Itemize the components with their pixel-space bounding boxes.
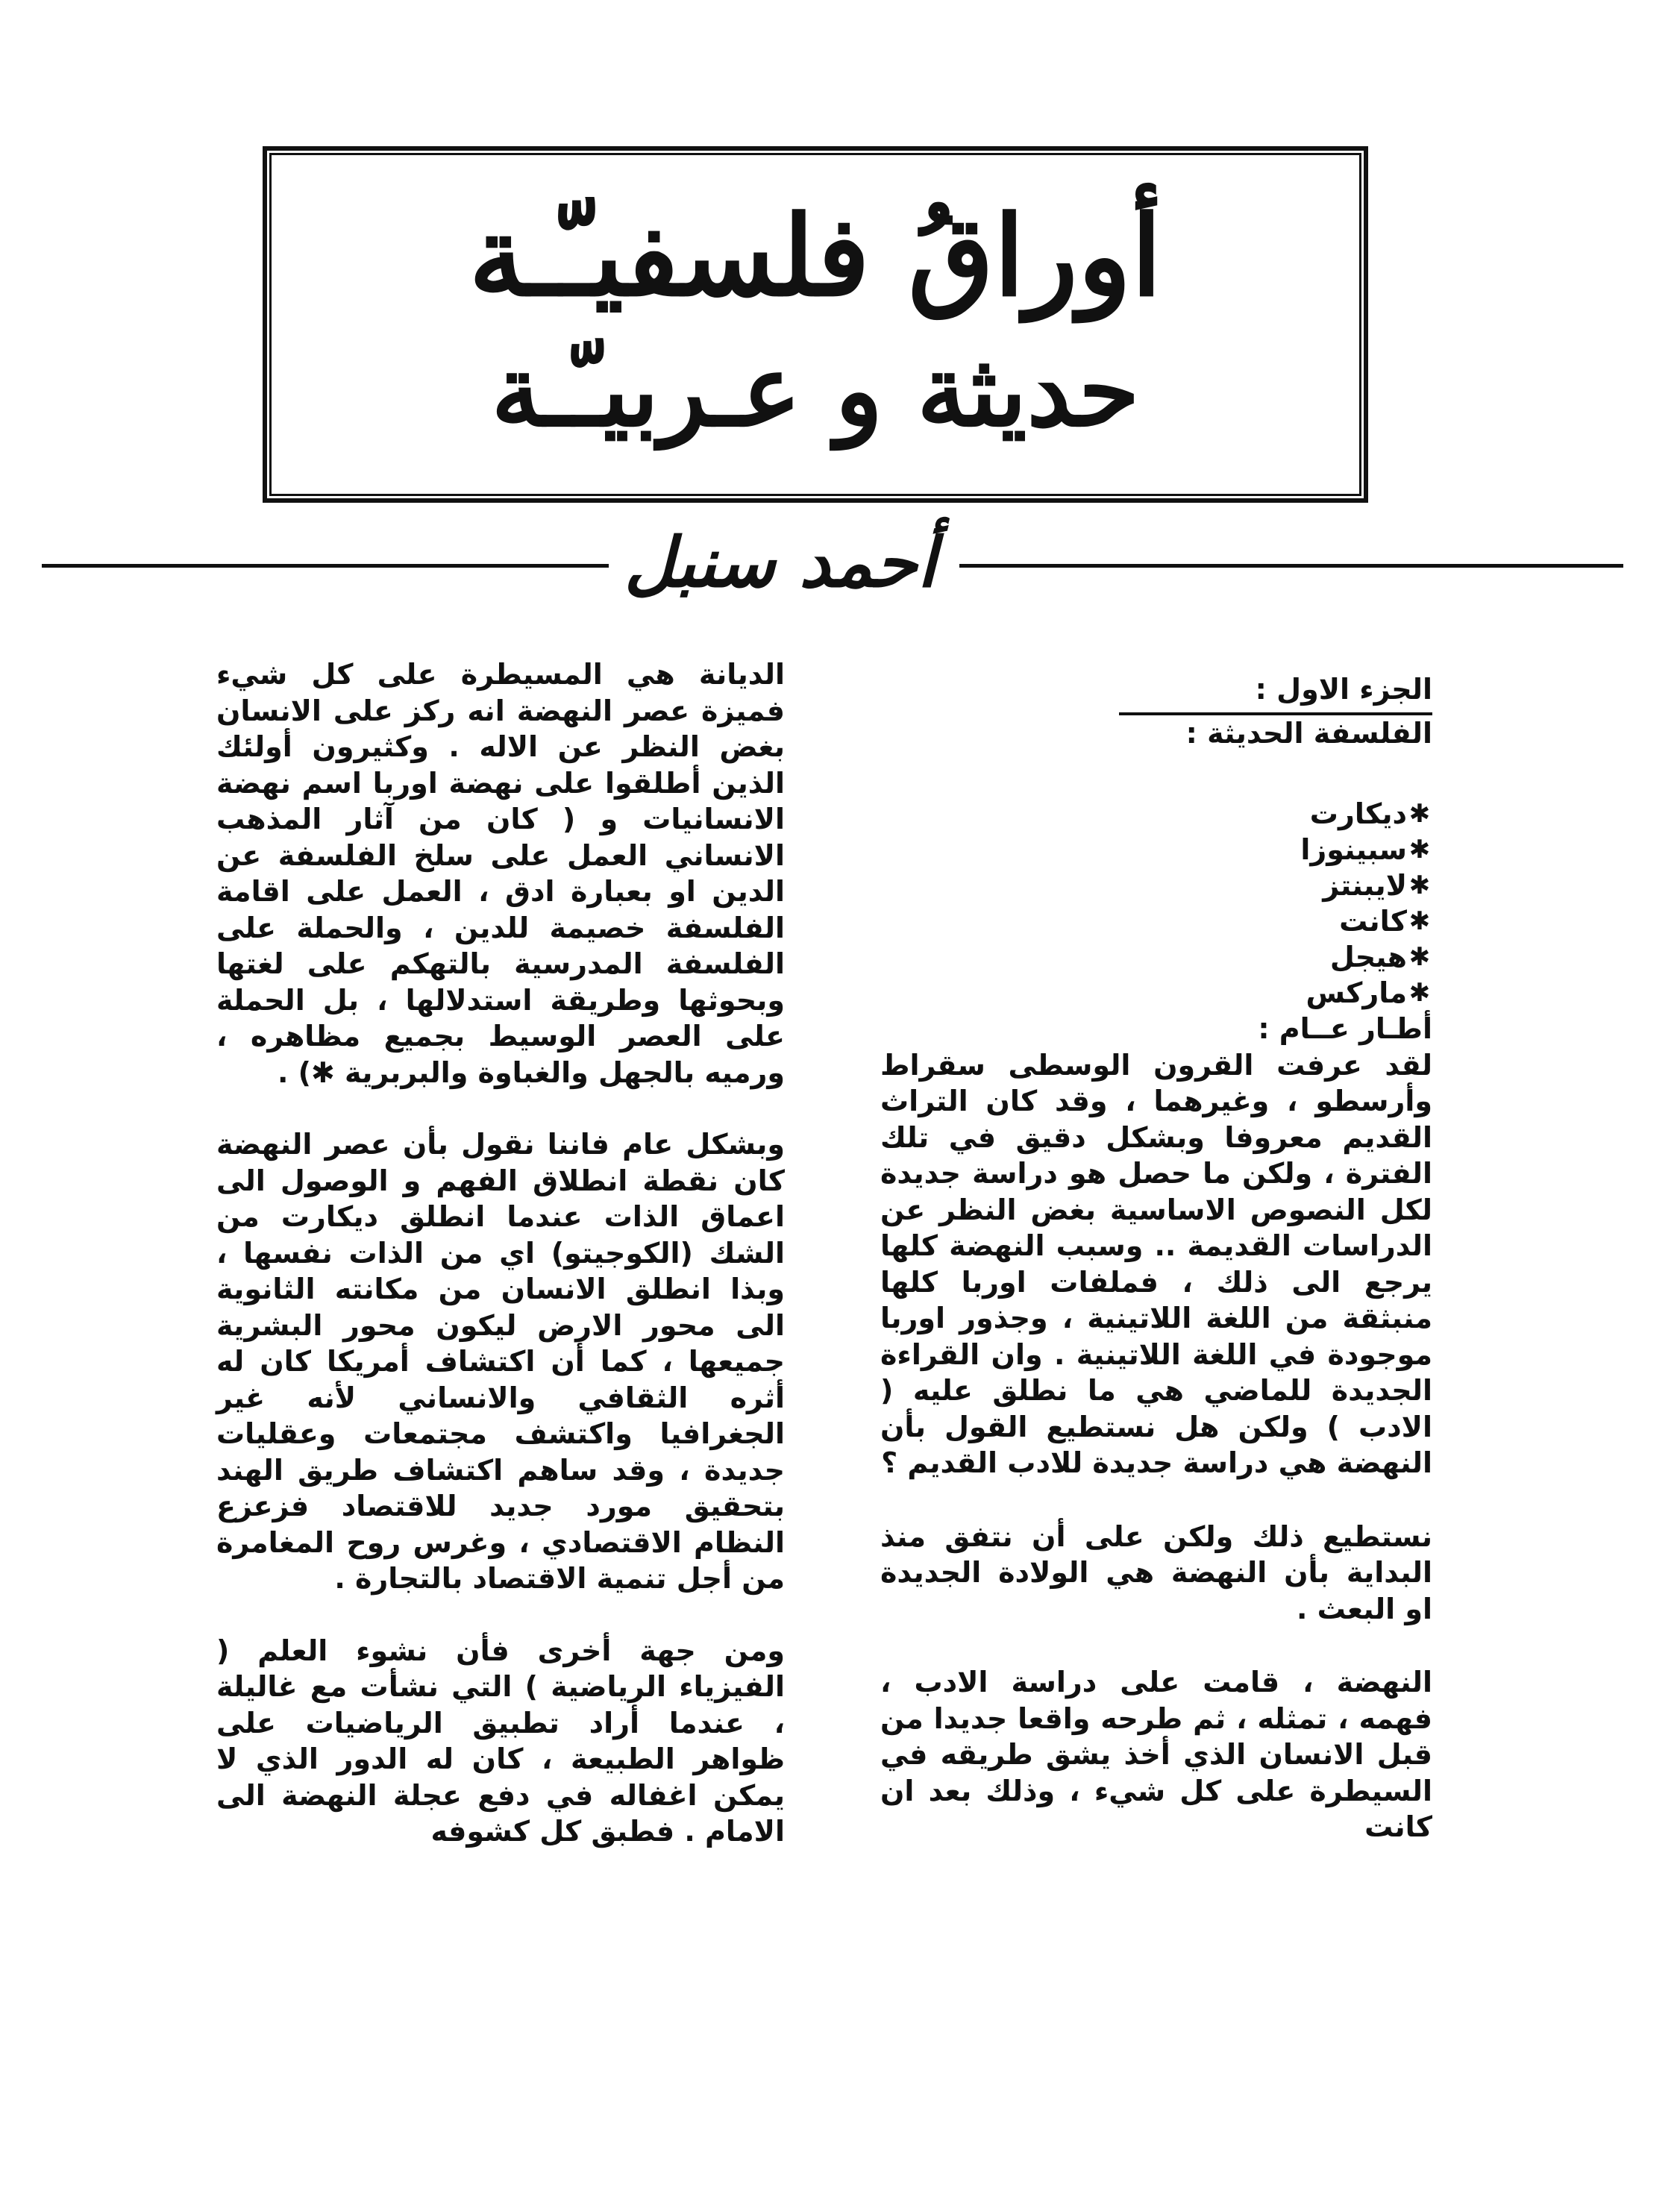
author-row [42, 522, 1623, 612]
paragraph: وبشكل عام فاننا نقول بأن عصر النهضة كان نقطة انطلاق الفهم و الوصول الى اعماق الذات عندما انطلق ديكارت من الشك (الكوجيتو) اي من الذات نفسها ، وبذا انطلق الانسان من مكانته الثانوية الى محور الارض ليكون محور البشرية جميعها ، كما أن اكتشاف أمريكا كان له أثره الثقافي والانساني لأنه غير الجغرافيا واكتشف مجتمعات وعقليات جديدة ، وقد ساهم اكتشاف طريق الهند بتحقيق مورد جديد للاقتصاد فزعزع النظام الاقتصادي ، وغرس روح المغامرة من أجل تنمية الاقتصاد بالتجارة . [216, 1128, 785, 1595]
philosopher-name: ماركس [1306, 976, 1407, 1009]
paragraph: نستطيع ذلك ولكن على أن نتفق منذ البداية بأن النهضة هي الولادة الجديدة او البعث . [880, 1519, 1432, 1625]
section-title: أطـار عــام : [1258, 1012, 1432, 1045]
asterisk-icon: ✱ [1408, 906, 1431, 936]
asterisk-icon: ✱ [1408, 941, 1431, 972]
philosopher-name: هيجل [1329, 940, 1407, 973]
philosopher-name: لايبنتز [1323, 868, 1407, 902]
paragraph: ومن جهة أخرى فأن نشوء العلم ( الفيزياء الرياضية ) التي نشأت مع غاليلة ، عندما أراد تطبيق الرياضيات على ظواهر الطبيعة ، كان له الدور الذي لا يمكن اغفاله في دفع عجلة النهضة الى الامام . فطبق كل كشوفه [216, 1634, 785, 1848]
asterisk-icon: ✱ [1408, 977, 1431, 1008]
part-label: الجزء الاول : [1255, 673, 1432, 706]
asterisk-icon: ✱ [1408, 798, 1431, 829]
subheading: الفلسفة الحديثة : [1185, 716, 1432, 750]
paragraph: الديانة هي المسيطرة على كل شيء فميزة عصر النهضة انه ركز على الانسان بغض النظر عن الاله . وكثيرون أولئك الذين أطلقوا على نهضة اوربا اسم نهضة الانسانيات و ( كان من آثار المذهب الانساني العمل على سلخ الفلسفة عن الدين او بعبارة ادق ، العمل على اقامة الفلسفة خصيمة للدين ، والحملة على الفلسفة المدرسية بالتهكم على لغتها وبحوثها وطريقة استدلالها ، بل الحملة على العصر الوسيط بجميع مظاهره ، ورميه بالجهل والغباوة والبربرية ✱) . [216, 658, 785, 1089]
list-item [880, 868, 1432, 903]
author-rule-right [959, 564, 1623, 568]
philosopher-name: سبينوزا [1300, 832, 1407, 866]
title-line-2: حديثة و عـربيـّـة [491, 333, 1140, 449]
author-rule-left [42, 564, 609, 568]
right-column [880, 671, 1432, 1845]
philosopher-name: كانت [1339, 904, 1407, 938]
title-box [263, 146, 1368, 503]
title-line-1: أوراقُ فلسفيـّـة [468, 191, 1162, 321]
list-item [880, 796, 1432, 832]
list-item [880, 903, 1432, 939]
left-column [216, 656, 785, 1850]
asterisk-icon: ✱ [1408, 870, 1431, 900]
philosopher-list [880, 796, 1432, 1011]
author-name: أحمد سنبل [624, 522, 937, 603]
paragraph: النهضة ، قامت على دراسة الادب ، فهمه ، تمثله ، ثم طرحه واقعا جديدا من قبل الانسان الذي أخذ يشق طريقه في السيطرة على كل شيء ، وذلك بعد ان كانت [880, 1666, 1432, 1843]
list-item [880, 939, 1432, 975]
asterisk-icon: ✱ [1408, 834, 1431, 865]
list-item [880, 832, 1432, 868]
philosopher-name: ديكارت [1309, 797, 1407, 830]
paragraph: لقد عرفت القرون الوسطى سقراط وأرسطو ، وغيرهما ، وقد كان التراث القديم معروفا وبشكل دقيق في تلك الفترة ، ولكن ما حصل هو دراسة جديدة لكل النصوص الاساسية بغض النظر عن الدراسات القديمة .. وسبب النهضة كلها يرجع الى ذلك ، فملفات اوربا كلها منبثقة من اللغة اللاتينية ، وجذور اوربا موجودة في اللغة اللاتينية . وان القراءة الجديدة للماضي هي ما نطلق عليه ( الادب ) ولكن هل نستطيع القول بأن النهضة هي دراسة جديدة للادب القديم ؟ [880, 1048, 1432, 1479]
list-item [880, 975, 1432, 1011]
